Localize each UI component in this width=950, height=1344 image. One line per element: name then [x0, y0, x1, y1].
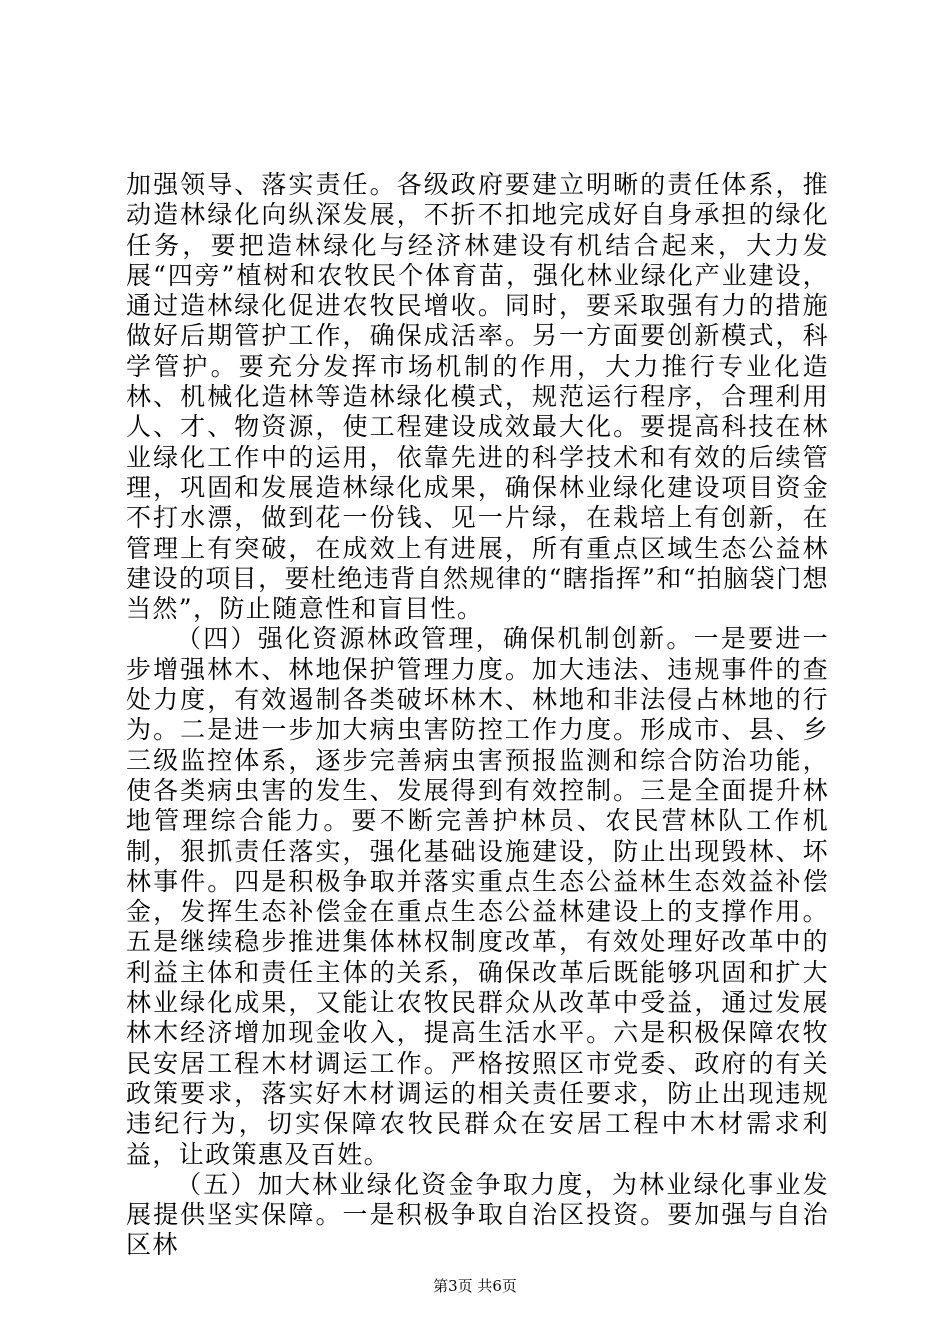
- paragraph-2: （四）强化资源林政管理，确保机制创新。一是要进一步增强林木、林地保护管理力度。加大违法、违规事件的查处力度，有效遏制各类破坏林木、林地和非法侵占林地的行为。二是进一步加大病虫害防控工作力度。形成市、县、乡三级监控体系，逐步完善病虫害预报监测和综合防治功能，使各类病虫害的发生、发展得到有效控制。三是全面提升林地管理综合能力。要不断完善护林员、农民营林队工作机制，狠抓责任落实，强化基础设施建设，防止出现毁林、坏林事件。四是积极争取并落实重点生态公益林生态效益补偿金，发挥生态补偿金在重点生态公益林建设上的支撑作用。五是继续稳步推进集体林权制度改革，有效处理好改革中的利益主体和责任主体的关系，确保改革后既能够巩固和扩大林业绿化成果，又能让农牧民群众从改革中受益，通过发展林木经济增加现金收入，提高生活水平。六是积极保障农牧民安居工程木材调运工作。严格按照区市党委、政府的有关政策要求，落实好木材调运的相关责任要求，防止出现违规违纪行为，切实保障农牧民群众在安居工程中木材需求利益，让政策惠及百姓。: [126, 624, 829, 1169]
- paragraph-1: 加强领导、落实责任。各级政府要建立明晰的责任体系，推动造林绿化向纵深发展，不折不扣地完成好自身承担的绿化任务，要把造林绿化与经济林建设有机结合起来，大力发展“四旁”植树和农牧民个体育苗，强化林业绿化产业建设，通过造林绿化促进农牧民增收。同时，要采取强有力的措施做好后期管护工作，确保成活率。另一方面要创新模式，科学管护。要充分发挥市场机制的作用，大力推行专业化造林、机械化造林等造林绿化模式，规范运行程序，合理利用人、才、物资源，使工程建设成效最大化。要提高科技在林业绿化工作中的运用，依靠先进的科学技术和有效的后续管理，巩固和发展造林绿化成果，确保林业绿化建设项目资金不打水漂，做到花一份钱、见一片绿，在栽培上有创新，在管理上有突破，在成效上有进展，所有重点区域生态公益林建设的项目，要杜绝违背自然规律的“瞎指挥”和“拍脑袋门想当然”，防止随意性和盲目性。: [126, 170, 829, 624]
- document-body: [126, 170, 829, 1261]
- page-number-footer: 第3页 共6页: [433, 1277, 517, 1295]
- paragraph-3: （五）加大林业绿化资金争取力度，为林业绿化事业发展提供坚实保障。一是积极争取自治区投资。要加强与自治区林: [126, 1169, 829, 1260]
